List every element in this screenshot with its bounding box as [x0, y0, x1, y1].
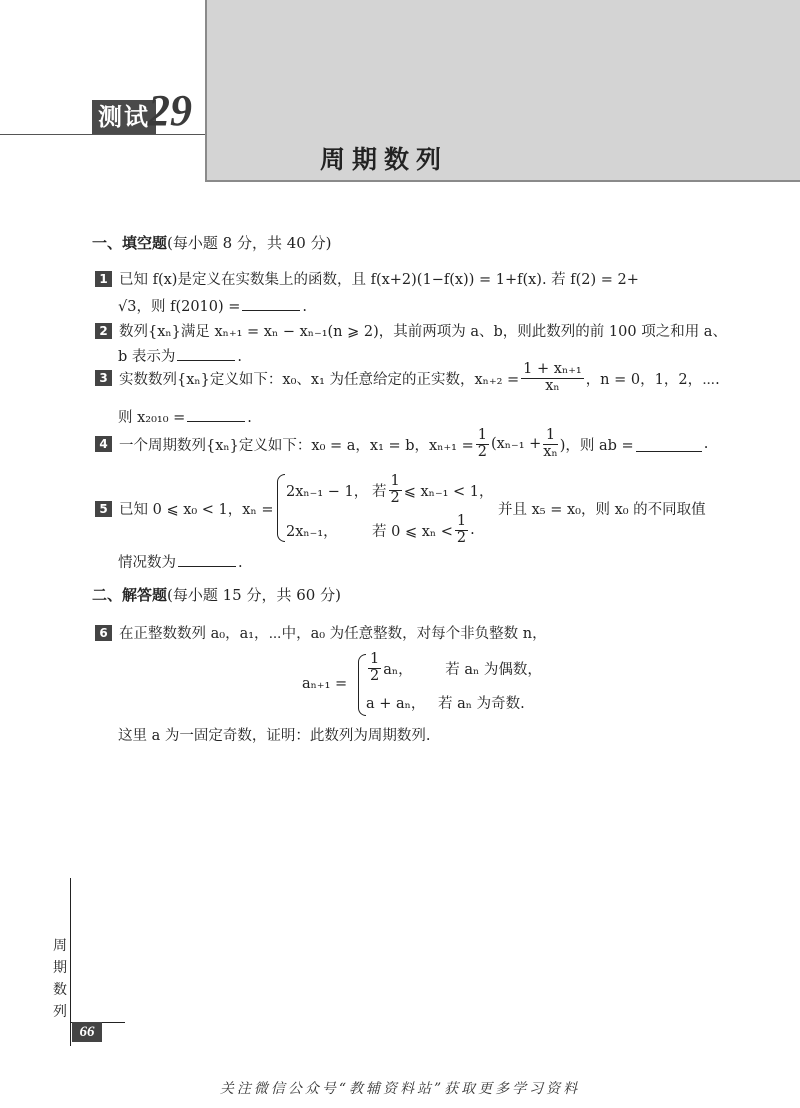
question-5-text: 已知 0 ⩽ x₀ < 1，xₙ =	[119, 502, 274, 518]
answer-blank[interactable]	[178, 552, 236, 567]
question-5-brace	[277, 474, 285, 542]
question-4-end: .	[703, 436, 709, 453]
test-number: 29	[148, 86, 192, 135]
fraction-denominator: 2	[390, 489, 400, 506]
question-3-end: .	[247, 410, 252, 426]
question-5-tail	[498, 498, 706, 519]
question-2-text-2: b 表示为	[118, 349, 176, 365]
question-2-line1	[95, 320, 727, 341]
question-3-text-b: ，n = 0，1，2，⋯.	[585, 371, 720, 388]
question-5-text-b: 并且 x₅ = x₀，则 x₀ 的不同取值	[498, 502, 706, 518]
side-char: 数	[53, 982, 67, 998]
question-5-case1	[286, 474, 494, 507]
section-1-title: 一、填空题	[92, 234, 168, 252]
case-1-expression: aₙ，	[383, 661, 413, 678]
fraction-numerator: 1 + xₙ₊₁	[523, 361, 582, 377]
case-2-fraction	[455, 514, 468, 547]
case-1-expression: 2xₙ₋₁ − 1，	[286, 483, 369, 500]
question-1-number: 1	[95, 271, 112, 287]
section-2-points: (每小题 15 分，共 60 分)	[167, 586, 341, 604]
question-4-line	[95, 428, 708, 461]
question-4-half	[476, 428, 489, 461]
case-2-condition: 若 0 ⩽ xₙ <	[372, 523, 453, 540]
answer-blank[interactable]	[177, 346, 235, 361]
case-1-fraction	[368, 652, 381, 685]
side-label	[52, 935, 68, 1023]
fraction-denominator: 2	[456, 529, 467, 546]
header-banner	[205, 0, 800, 182]
fraction-denominator: xₙ	[543, 443, 558, 460]
page-title: 周期数列	[320, 145, 449, 174]
section-1-heading	[92, 232, 331, 253]
fraction-numerator: 1	[543, 428, 557, 445]
page-number: 66	[72, 1022, 102, 1042]
question-5-case2	[286, 514, 475, 547]
case-1-condition: 若	[372, 483, 387, 500]
section-1-points: (每小题 8 分，共 40 分)	[167, 234, 332, 252]
section-2-heading	[92, 584, 341, 605]
question-6-line1	[95, 622, 547, 643]
question-2-text: 数列{xₙ}满足 xₙ₊₁ = xₙ − xₙ₋₁(n ⩾ 2)，其前两项为 a、b，则此数列的前 100 项之和用 a、	[119, 324, 727, 340]
question-1-line2	[118, 295, 307, 316]
case-2-expression: a + aₙ，	[366, 696, 426, 712]
question-1-text-2: √3，则 f(2010) =	[118, 299, 241, 315]
question-4-inner-fraction	[543, 428, 557, 461]
question-3-line2	[118, 406, 252, 427]
question-1-end: .	[302, 299, 308, 315]
question-6-lhs	[302, 676, 347, 692]
question-1-line1	[95, 268, 639, 289]
question-3-text-2: 则 x₂₀₁₀ =	[118, 410, 186, 426]
fraction-denominator: 2	[477, 443, 487, 460]
question-5-text-2: 情况数为	[118, 555, 176, 571]
section-2-title: 二、解答题	[92, 586, 168, 604]
question-3-number: 3	[95, 370, 112, 386]
question-5-lead	[95, 498, 274, 519]
fraction-denominator: xₙ	[545, 377, 560, 394]
fraction-numerator: 1	[390, 473, 400, 489]
side-rule	[70, 878, 71, 1046]
recurrence-lhs: aₙ₊₁ =	[302, 676, 348, 692]
case-2-condition-b: .	[470, 522, 475, 539]
fraction-numerator: 1	[370, 651, 380, 667]
question-3-line1	[95, 362, 720, 395]
question-1-text: 已知 f(x)是定义在实数集上的函数，且 f(x+2)(1−f(x)) = 1+f(x). 若 f(2) = 2+	[119, 272, 639, 288]
question-3-text: 实数数列{xₙ}定义如下：x₀、x₁ 为任意给定的正实数，xₙ₊₂ =	[119, 371, 520, 388]
question-4-paren-b: )，则 ab =	[559, 437, 634, 454]
fraction-numerator: 1	[456, 513, 467, 529]
question-5-end: .	[238, 555, 243, 571]
question-6-number: 6	[95, 625, 112, 641]
case-1-condition: 若 aₙ 为偶数，	[445, 661, 542, 678]
question-6-text-3: 这里 a 为一固定奇数，证明：此数列为周期数列.	[118, 728, 431, 744]
case-1-condition-b: ⩽ xₙ₋₁ < 1，	[403, 483, 494, 500]
side-char: 列	[53, 1004, 67, 1020]
question-6-case1	[366, 652, 542, 685]
answer-blank[interactable]	[636, 437, 702, 452]
question-4-number: 4	[95, 436, 112, 452]
fraction-denominator: 2	[370, 667, 380, 684]
question-6-line3	[118, 724, 430, 745]
test-label: 测试	[92, 100, 156, 134]
footer-text: 关注微信公众号“教辅资料站”获取更多学习资料	[219, 1081, 581, 1097]
case-2-expression: 2xₙ₋₁，	[286, 523, 338, 540]
question-3-fraction	[521, 362, 584, 395]
fraction-numerator: 1	[477, 427, 487, 443]
question-5-line2	[118, 551, 243, 572]
case-2-condition: 若 aₙ 为奇数.	[438, 696, 525, 712]
side-char: 周	[53, 938, 67, 954]
question-2-number: 2	[95, 323, 112, 339]
question-6-text: 在正整数数列 a₀，a₁，⋯中，a₀ 为任意整数，对每个非负整数 n，	[119, 626, 547, 642]
question-4-text: 一个周期数列{xₙ}定义如下：x₀ = a，x₁ = b，xₙ₊₁ =	[119, 437, 474, 454]
question-4-paren-a: (xₙ₋₁ +	[490, 436, 542, 453]
answer-blank[interactable]	[187, 407, 245, 422]
side-char: 期	[53, 960, 67, 976]
case-1-fraction	[389, 474, 402, 507]
question-5-number: 5	[95, 501, 112, 517]
answer-blank[interactable]	[242, 296, 300, 311]
question-2-end: .	[237, 349, 243, 365]
question-6-brace	[358, 654, 366, 716]
question-6-case2	[366, 692, 525, 713]
